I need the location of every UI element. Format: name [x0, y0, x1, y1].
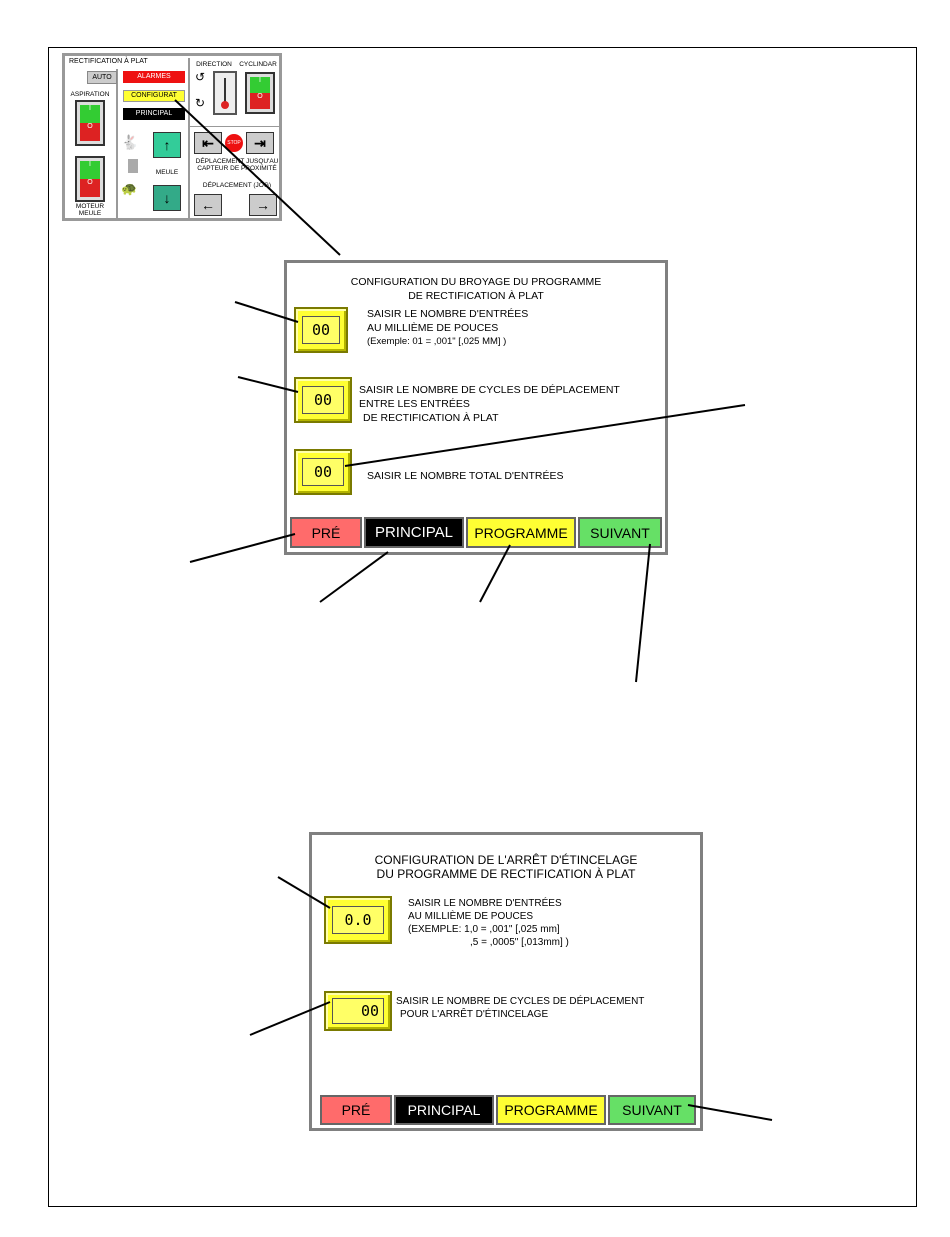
- screen2-suivant-button[interactable]: SUIVANT: [608, 1095, 696, 1125]
- direction-label: DIRECTION: [196, 61, 232, 68]
- alarmes-button[interactable]: ALARMES: [123, 71, 185, 83]
- screen1-total-entries-input[interactable]: 00: [294, 449, 352, 495]
- hmi-title: RECTIFICATION À PLAT: [69, 58, 148, 65]
- screen1-field2-label: SAISIR LE NOMBRE DE CYCLES DE DÉPLACEMENT ENTRE LES ENTRÉES DE RECTIFICATION À PLAT: [359, 384, 620, 424]
- configurat-button[interactable]: CONFIGURAT: [123, 90, 185, 102]
- deplacement-jog-label: DÉPLACEMENT (JOG): [202, 182, 272, 189]
- meule-down-arrow-icon[interactable]: ↓: [153, 185, 181, 211]
- screen1-programme-button[interactable]: PROGRAMME: [466, 517, 576, 548]
- jog-left-arrow-icon[interactable]: ←: [194, 194, 222, 216]
- screen1-suivant-button[interactable]: SUIVANT: [578, 517, 662, 548]
- callout-line-s1-pre: [190, 534, 295, 562]
- screen2-field2-label: SAISIR LE NOMBRE DE CYCLES DE DÉPLACEMENT POUR L'ARRÊT D'ÉTINCELAGE: [396, 996, 645, 1020]
- callout-line-s2-suivant: [688, 1105, 772, 1120]
- screen1-entries-input[interactable]: 00: [294, 307, 348, 353]
- callout-line-s1-field3: [345, 405, 745, 466]
- aspiration-switch[interactable]: I O: [75, 100, 105, 146]
- moteur-meule-label: MOTEUR MEULE: [75, 203, 105, 217]
- screen1-principal-button[interactable]: PRINCIPAL: [364, 517, 464, 548]
- callout-line-s2-field2: [250, 1002, 330, 1035]
- screen2-title: CONFIGURATION DE L'ARRÊT D'ÉTINCELAGE DU PROGRAMME DE RECTIFICATION À PLAT: [374, 853, 638, 881]
- jog-right-arrow-icon[interactable]: →: [249, 194, 277, 216]
- meule-up-arrow-icon[interactable]: ↑: [153, 132, 181, 158]
- screen1-cycles-input[interactable]: 00: [294, 377, 352, 423]
- cyclindar-label: CYCLINDAR: [239, 61, 277, 68]
- screen2-principal-button[interactable]: PRINCIPAL: [394, 1095, 494, 1125]
- aspiration-label: ASPIRATION: [70, 91, 110, 98]
- principal-button[interactable]: PRINCIPAL: [123, 108, 185, 120]
- move-right-end-icon[interactable]: ⇥: [246, 132, 274, 154]
- move-left-end-icon[interactable]: ⇤: [194, 132, 222, 154]
- screen2-pre-button[interactable]: PRÉ: [320, 1095, 392, 1125]
- callout-line-s1-field1: [235, 302, 298, 322]
- callout-line-configurat: [175, 100, 340, 255]
- meule-label: MEULE: [155, 169, 179, 176]
- screen2-entries-input[interactable]: 0.0: [324, 896, 392, 944]
- screen1-title: CONFIGURATION DU BROYAGE DU PROGRAMME DE RECTIFICATION À PLAT: [350, 276, 602, 302]
- rabbit-fast-icon: 🐇: [121, 134, 139, 150]
- callout-line-s1-principal: [320, 552, 388, 602]
- turtle-slow-icon: 🐢: [121, 181, 138, 196]
- callout-line-s1-programme: [480, 545, 510, 602]
- screen1-field1-label: SAISIR LE NOMBRE D'ENTRÉES AU MILLIÈME DE POUCES (Exemple: 01 = ,001" [,025 MM] ): [367, 308, 529, 347]
- callout-line-s1-suivant: [636, 544, 650, 682]
- callout-line-s1-field2: [238, 377, 298, 392]
- screen1-pre-button[interactable]: PRÉ: [290, 517, 362, 548]
- callout-line-s2-field1: [278, 877, 330, 908]
- cyclindar-switch[interactable]: I O: [245, 72, 275, 114]
- screen2-cycles-input[interactable]: 00: [324, 991, 392, 1031]
- direction-left-icon: ↺: [195, 70, 206, 84]
- deplacement-jusquau-label: DÉPLACEMENT JUSQU'AU CAPTEUR DE PROXIMITÉ: [195, 158, 279, 172]
- moteur-meule-switch[interactable]: I O: [75, 156, 105, 202]
- stop-button[interactable]: STOP: [225, 134, 243, 152]
- screen2-programme-button[interactable]: PROGRAMME: [496, 1095, 606, 1125]
- screen1-field3-label: SAISIR LE NOMBRE TOTAL D'ENTRÉES: [367, 470, 564, 482]
- auto-button[interactable]: AUTO: [87, 71, 117, 84]
- direction-right-icon: ↻: [195, 96, 206, 110]
- screen2-field1-label: SAISIR LE NOMBRE D'ENTRÉES AU MILLIÈME DE POUCES (EXEMPLE: 1,0 = ,001" [,025 mm] ,5 = ,0005" [,013mm] ): [408, 898, 569, 948]
